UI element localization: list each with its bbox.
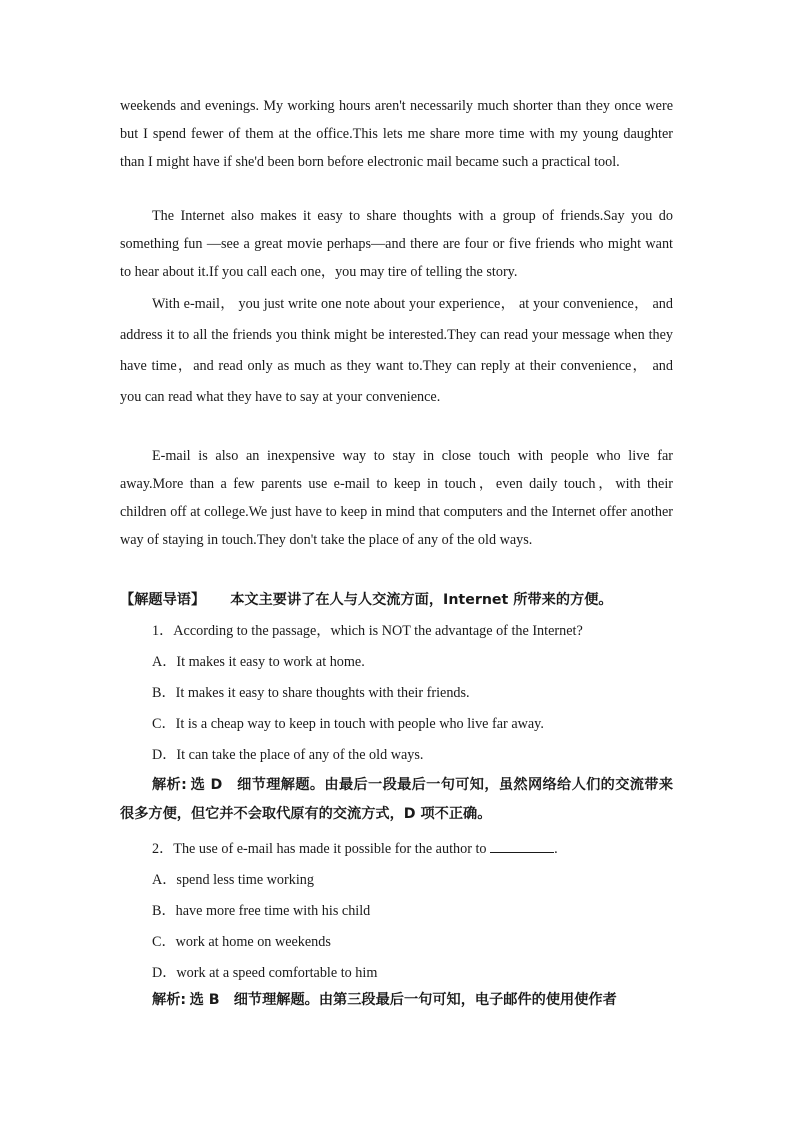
question-1-option-c: C．It is a cheap way to keep in touch with people who live far away. [152,716,544,732]
guide-label: 【解题导语】 [120,592,206,608]
passage-paragraph-2 [120,202,673,286]
question-2-analysis [152,989,705,1009]
question-2-option-b: B．have more free time with his child [152,903,371,919]
answer-blank [490,840,554,853]
question-2-option-c: C．work at home on weekends [152,934,331,950]
question-2-option-d: D．work at a speed comfortable to him [152,965,378,981]
passage-paragraph-1 [120,92,673,176]
passage-text: With e-mail， you just write one note about your experience， at your convenience， and address it to all the friends you think might be interested.They can read your message when they have time，and read only as much as they want to.They can reply at their convenience， and you can read what they have to say at your convenience. [120,296,673,405]
question-1-analysis [120,771,673,829]
question-2-stem-end: . [554,841,558,857]
guide-text: 本文主要讲了在人与人交流方面，Internet 所带来的方便。 [230,592,613,608]
analysis-label: 解析: [152,992,187,1008]
passage-paragraph-3 [120,289,673,413]
question-1-option-b: B．It makes it easy to share thoughts with their friends. [152,685,470,701]
passage-text: The Internet also makes it easy to share thoughts with a group of friends.Say you do something fun —see a great movie perhaps—and there are four or five friends who might want to hear about it.If you call each one，you may tire of telling the story. [120,208,673,280]
question-1-option-a: A．It makes it easy to work at home. [152,654,365,670]
question-1-option-d: D．It can take the place of any of the old ways. [152,747,424,763]
passage-text: E-mail is also an inexpensive way to stay in close touch with people who live far away.More than a few parents use e-mail to keep in touch，even daily touch，with their children off at college.We just have to keep in mind that computers and the Internet offer another way of staying in touch.They don't take the place of any of the old ways. [120,448,673,548]
passage-text: weekends and evenings. My working hours aren't necessarily much shorter than they once were but I spend fewer of them at the office.This lets me share more time with my young daughter than I might have if she'd been born before electronic mail became such a practical tool. [120,98,673,170]
question-2-stem-text: 2．The use of e-mail has made it possible for the author to [152,841,487,857]
analysis-label: 解析: [152,777,187,793]
question-1-stem: 1．According to the passage，which is NOT the advantage of the Internet? [152,623,583,639]
analysis-text: 选 B 细节理解题。由第三段最后一句可知，电子邮件的使用使作者 [189,992,617,1008]
question-2-stem [152,838,558,858]
passage-paragraph-4 [120,442,673,554]
guide-line [120,589,613,609]
question-2-option-a: A．spend less time working [152,872,314,888]
analysis-text: 选 D 细节理解题。由最后一段最后一句可知，虽然网络给人们的交流带来很多方便，但它并不会取代原有的交流方式，D 项不正确。 [120,777,674,822]
